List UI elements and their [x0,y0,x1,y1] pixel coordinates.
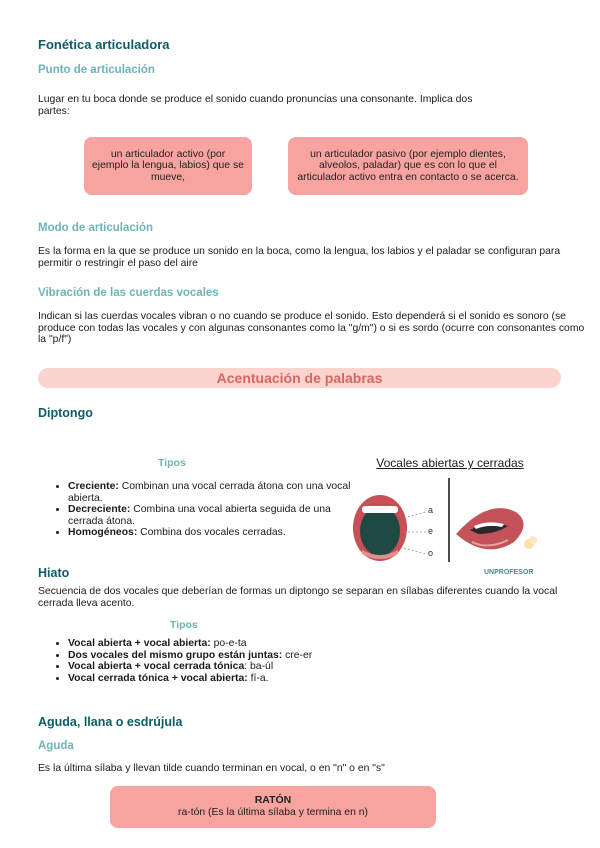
coin-icon [524,536,537,549]
modo-heading: Modo de articulación [38,222,154,234]
item-desc: fí-a. [247,672,269,684]
item-term: Dos vocales del mismo grupo están juntas: [68,649,283,661]
item-term: Vocal abierta + vocal abierta: [68,638,211,649]
open-mouth-icon [353,495,407,561]
item-term: Homogéneos: [68,527,138,539]
modo-text: Es la forma en la que se produce un sonido en la boca, como la lengua, los labios y el paladar se configuran para permitir o restringir el paso del aire [38,246,561,269]
active-articulator-box: un articulador activo (por ejemplo la lengua, labios) que se mueve, [84,137,252,195]
hiato-text: Secuencia de dos vocales que deberían de formas un diptongo se separan en sílabas diferentes cuando la vocal cerrada lleva acento. [38,586,558,609]
list-item [68,527,364,539]
hiato-list [54,638,488,684]
item-term: Vocal cerrada tónica + vocal abierta: [68,672,248,684]
list-item [68,638,488,650]
item-term: Creciente: [68,481,119,492]
list-item [68,650,488,662]
diptongo-list [54,481,364,539]
item-desc: : ba-úl [244,661,274,673]
item-term: Decreciente: [68,504,131,516]
example-text: ra-tón (Es la última sílaba y termina en n) [178,807,368,818]
item-desc: Combinan una vocal cerrada átona con una vocal abierta. [68,481,351,504]
item-desc: po-e-ta [210,638,247,649]
item-desc: Combina una vocal abierta seguida de una cerrada átona. [68,504,331,527]
image-credit: UNPROFESOR [484,569,534,576]
diptongo-tipos-label: Tipos [158,457,186,469]
closed-mouth-icon [456,508,524,549]
punto-heading: Punto de articulación [38,64,155,76]
page-title: Fonética articuladora [38,37,170,52]
vibracion-text: Indican si las cuerdas vocales vibran o no cuando se produce el sonido. Esto dependerá si el sonido es sonoro (se produce con todas las vocales y con algunas consonantes como la "g/m") o si es sordo (ocurre con consonantes como la "p/f") [38,311,585,346]
list-item [68,481,364,504]
item-term: Vocal abierta + vocal cerrada tónica [68,661,245,673]
aguda-text: Es la última sílaba y llevan tilde cuando terminan en vocal, o en "n" o en "s" [38,763,385,774]
vibracion-heading: Vibración de las cuerdas vocales [38,287,219,299]
hiato-tipos-label: Tipos [170,619,198,631]
aguda-heading: Aguda [38,740,74,752]
vowel-mouths-illustration [348,476,558,580]
acentuacion-heading: Aguda, llana o esdrújula [38,715,183,729]
list-item [68,673,488,685]
label-a: a [428,505,434,515]
item-desc: Combina dos vocales cerradas. [137,527,286,539]
passive-articulator-box: un articulador pasivo (por ejemplo dientes, alveolos, paladar) que es con lo que el articulador activo entra en contacto o se acerca. [288,137,528,195]
item-desc: cre-er [282,649,313,661]
diptongo-heading: Diptongo [38,406,93,420]
label-o: o [428,548,434,558]
label-e: e [428,526,434,536]
punto-text: Lugar en tu boca donde se produce el sonido cuando pronuncias una consonante. Implica dos partes: [38,94,473,117]
example-title: RATÓN [254,794,292,807]
figure-title: Vocales abiertas y cerradas [376,456,524,470]
list-item [68,661,488,673]
example-box [110,786,436,828]
hiato-heading: Hiato [38,566,70,580]
section-band: Acentuación de palabras [38,368,561,388]
list-item [68,504,364,527]
